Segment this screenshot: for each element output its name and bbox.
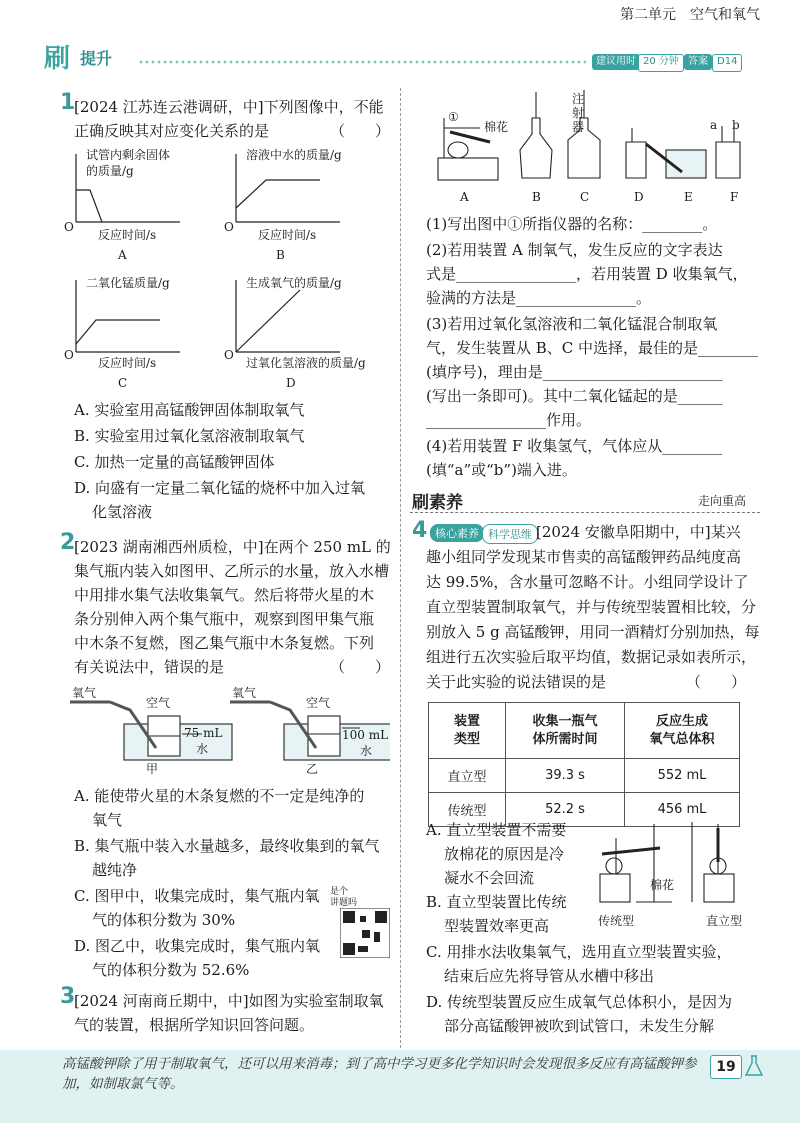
q4-trad-label: 传统型 [598,914,635,928]
graph-origin: O [64,348,74,362]
q1-option-d-cont: 化氢溶液 [92,503,153,521]
q2-water-a: 水 [196,742,209,756]
q2-option-b: B. 集气瓶中装入水量越多，最终收集到的氧气 [74,837,380,855]
q3-letter: E [684,190,693,204]
table-cell: 552 mL [625,759,740,793]
answer-paren: （ ） [330,122,391,140]
graph-a-letter: A [118,248,127,262]
qr-code-icon[interactable] [340,908,390,958]
table-cell: 39.3 s [506,759,625,793]
q2-label-a: 甲 [146,762,159,776]
q1-option-a: A. 实验室用高锰酸钾固体制取氧气 [74,401,305,419]
graph-origin: O [224,348,234,362]
q3-letter: B [532,190,541,204]
answer-label: 答案 [684,54,712,70]
tag-core: 核心素养 [430,524,484,542]
table-cell: 直立型 [429,759,506,793]
q3-sub2-cont: 式是________________，若用装置 D 收集氧气， [426,265,748,283]
graph-b-letter: B [276,248,285,262]
q2-option-a-cont: 氧气 [92,811,123,829]
table-cell: 52.2 s [506,793,625,827]
section-subtitle: 走向重高 [698,494,747,508]
q3-syringe-label: 注 [572,92,585,106]
q3-sub3-cont: (写出一条即可)。其中二氧化锰起的是______ [426,387,723,405]
q3-letter: C [580,190,590,204]
q2-option-a: A. 能使带火星的木条复燃的不一定是纯净的 [74,787,365,805]
question-number: 1 [60,90,76,115]
column-divider [400,88,401,1048]
q4-stem-line: 关于此实验的说法错误的是 [426,673,607,691]
graph-c-xlabel: 反应时间/s [98,356,157,370]
q2-air-label: 空气 [146,696,171,710]
suggest-time-label: 建议用时 [592,54,640,70]
q4-stem-line: 组进行五次实验后取平均值，数据记录如表所示， [426,648,757,666]
q4-vert-label: 直立型 [706,914,743,928]
q3-sub4-cont: (填“a”或“b”)端入进。 [426,461,577,479]
q2-option-d: D. 图乙中，收集完成时，集气瓶内氧 [74,937,321,955]
q3-sub2-cont: 验满的方法是________________。 [426,289,652,307]
q2-vol-a: 75 mL [184,726,223,740]
answer-paren: （ ） [686,673,747,691]
brand-subtitle: 提升 [80,49,113,68]
table-row [429,759,740,793]
answer-page: D14 [712,54,742,72]
q3-sub3-cont: (填序号)，理由是________________________ [426,363,723,381]
graph-a-xlabel: 反应时间/s [98,228,157,242]
graph-a-ylabel: 试管内剩余固体 [86,148,171,162]
q3-cotton-label: 棉花 [484,120,509,134]
q3-letter: F [730,190,739,204]
graph-d-ylabel: 生成氧气的质量/g [246,276,342,290]
graph-c-ylabel: 二氧化锰质量/g [86,276,170,290]
q4-stem-line: [2024 安徽阜阳期中，中]某兴 [536,523,741,541]
footer-note: 高锰酸钾除了用于制取氧气，还可以用来消毒；到了高中学习更多化学知识时会发现很多反应有高锰酸钾参加，如制取氯气等。 [62,1056,697,1092]
qr-caption: 讲题吗 [330,898,358,908]
q2-option-d-cont: 气的体积分数为 52.6% [92,961,250,979]
q2-option-c-cont: 气的体积分数为 30% [92,911,236,929]
q2-option-c: C. 图甲中，收集完成时，集气瓶内氧 [74,887,320,905]
q2-oxygen-label: 氧气 [232,686,257,700]
q4-data-table [428,702,740,827]
q3-port-b: b [732,118,740,132]
table-header: 反应生成 氧气总体积 [625,703,740,759]
q3-apparatus-figure [420,88,760,190]
q2-label-b: 乙 [306,762,319,776]
graph-c-letter: C [118,376,128,390]
q3-sub2: (2)若用装置 A 制氧气，发生反应的文字表达 [426,241,723,259]
q1-option-d: D. 向盛有一定量二氧化锰的烧杯中加入过氧 [74,479,366,497]
table-cell: 传统型 [429,793,506,827]
q4-stem-line: 直立型装置制取氧气，并与传统型装置相比较，分 [426,598,757,616]
q4-option-c: C. 用排水法收集氧气，选用直立型装置实验， [426,943,732,961]
q4-option-d: D. 传统型装置反应生成氧气总体积小，是因为 [426,993,733,1011]
q4-cotton-label: 棉花 [650,878,675,892]
graph-b-ylabel: 溶液中水的质量/g [246,148,342,162]
header-dotted-rule [138,58,586,66]
q3-letter: A [460,190,469,204]
table-header: 收集一瓶气 体所需时间 [506,703,625,759]
q3-sub1: (1)写出图中①所指仪器的名称：________。 [426,215,718,233]
q3-syringe-label: 射 [572,106,585,120]
q2-stem-line: 中木条不复燃，图乙集气瓶中木条复燃。下列 [74,634,375,652]
unit-title: 第二单元 空气和氧气 [620,7,760,23]
q4-option-a-cont: 凝水不会回流 [444,869,535,887]
q4-stem-line: 趣小组同学发现某市售卖的高锰酸钾药品纯度高 [426,548,742,566]
flask-icon [744,1054,764,1078]
question-number: 3 [60,984,76,1009]
q2-vol-b: 100 mL [342,728,389,742]
q3-stem-line: [2024 河南商丘期中，中]如图为实验室制取氧 [74,992,384,1010]
q3-syringe-label: 器 [572,120,585,134]
graph-d-xlabel: 过氧化氢溶液的质量/g [246,356,366,370]
tag-thinking: 科学思维 [482,524,538,544]
q4-option-b: B. 直立型装置比传统 [426,893,567,911]
section-title: 刷素养 [412,493,463,513]
q4-option-a: A. 直立型装置不需要 [426,821,567,839]
page-number: 19 [710,1055,742,1079]
q3-stem-line: 气的装置，根据所学知识回答问题。 [74,1016,315,1034]
q4-option-c-cont: 结束后应先将导管从水槽中移出 [444,967,655,985]
question-number: 4 [412,518,428,543]
graph-b-xlabel: 反应时间/s [258,228,317,242]
q4-option-b-cont: 型装置效率更高 [444,917,550,935]
q2-stem-line: 中用排水集气法收集氧气。然后将带火星的木 [74,586,375,604]
graph-a-ylabel2: 的质量/g [86,164,134,178]
question-number: 2 [60,530,76,555]
q2-air-label: 空气 [306,696,331,710]
q2-stem-line: 条分别伸入两个集气瓶中，观察到图甲集气瓶 [74,610,375,628]
q4-option-a-cont: 放棉花的原因是冷 [444,845,565,863]
q1-stem-line: [2024 江苏连云港调研，中]下列图像中，不能 [74,98,384,116]
q2-option-b-cont: 越纯净 [92,861,138,879]
q3-sub3-cont: 气，发生装置从 B、C 中选择，最佳的是________ [426,339,759,357]
q2-stem-line: [2023 湖南湘西州质检，中]在两个 250 mL 的 [74,538,391,556]
q4-stem-line: 达 99.5%，含水量可忽略不计。小组同学设计了 [426,573,749,591]
q1-option-b: B. 实验室用过氧化氢溶液制取氧气 [74,427,305,445]
table-cell: 456 mL [625,793,740,827]
q4-stem-line: 别放入 5 g 高锰酸钾，用同一酒精灯分别加热，每 [426,623,760,641]
q3-letter: D [634,190,644,204]
q2-water-b: 水 [360,744,373,758]
graph-d-letter: D [286,376,296,390]
q1-stem-line: 正确反映其对应变化关系的是 [74,122,270,140]
q3-circle-label: ① [448,110,459,124]
q2-stem-line: 集气瓶内装入如图甲、乙所示的水量，放入水槽 [74,562,390,580]
brand-logo: 刷 [44,44,72,74]
q1-option-c: C. 加热一定量的高锰酸钾固体 [74,453,275,471]
q3-sub4: (4)若用装置 F 收集氢气，气体应从________ [426,437,723,455]
q4-option-d-cont: 部分高锰酸钾被吹到试管口，未发生分解 [444,1017,715,1035]
q2-stem-line: 有关说法中，错误的是 [74,658,225,676]
q3-sub3-cont: ________________作用。 [426,411,592,429]
suggest-time-value: 20 分钟 [638,54,684,72]
qr-caption: 是个 [330,887,349,897]
graph-origin: O [224,220,234,234]
graph-origin: O [64,220,74,234]
q3-port-a: a [710,118,718,132]
answer-paren: （ ） [330,658,391,676]
q2-oxygen-label: 氧气 [72,686,97,700]
q4-apparatus-figure [596,818,746,910]
table-header: 装置 类型 [429,703,506,759]
q3-sub3: (3)若用过氧化氢溶液和二氧化锰混合制取氧 [426,315,718,333]
